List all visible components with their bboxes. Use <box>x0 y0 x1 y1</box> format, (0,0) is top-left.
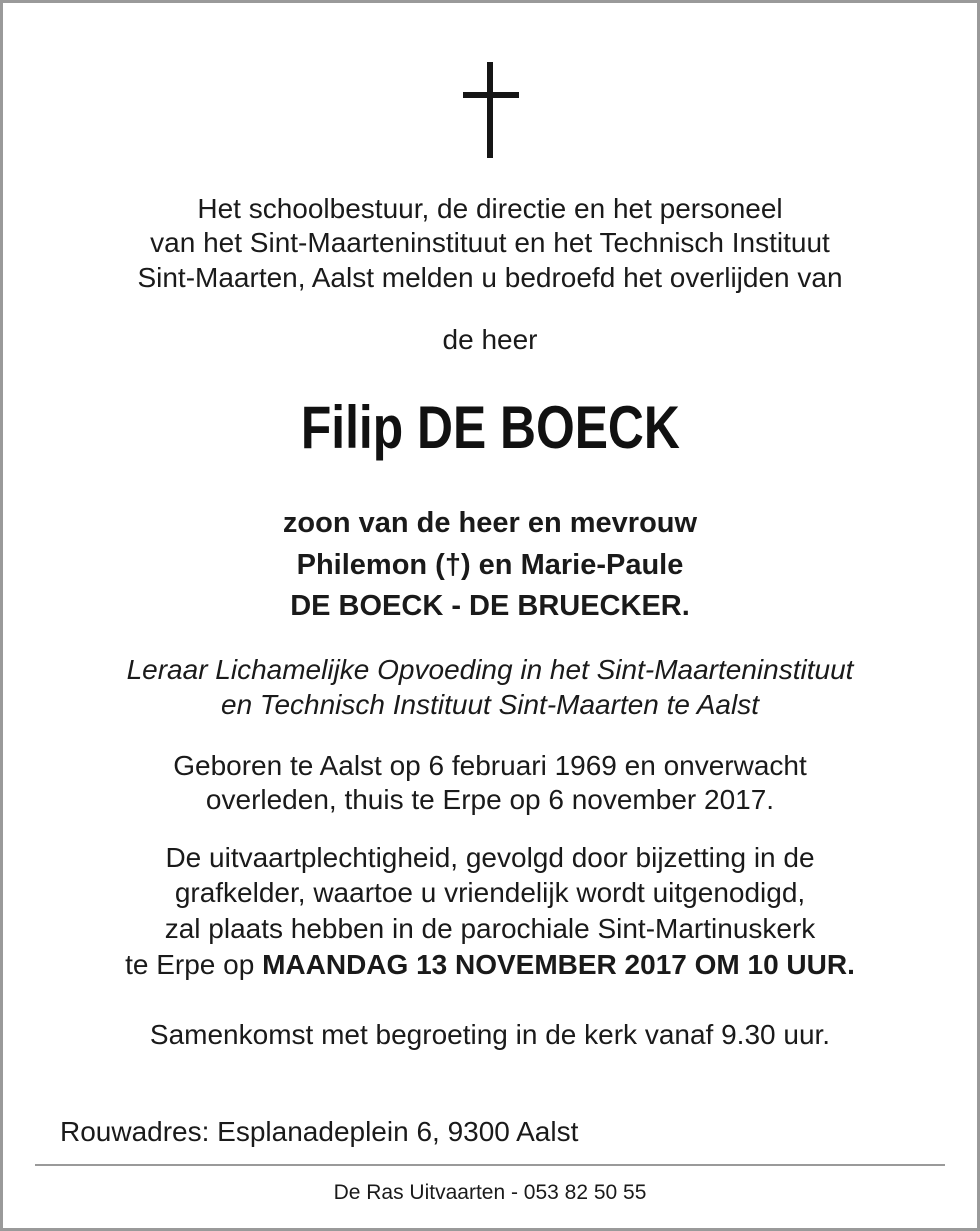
intro-line: Het schoolbestuur, de directie en het personeel <box>197 193 783 224</box>
parents-line: Philemon (†) en Marie-Paule <box>296 549 684 581</box>
funeral-date-line <box>0 947 980 983</box>
title-prefix: de heer <box>442 324 538 355</box>
gathering-info: Samenkomst met begroeting in de kerk vanaf 9.30 uur. <box>149 1019 831 1050</box>
funeral-home-footer: De Ras Uitvaarten - 053 82 50 55 <box>333 1181 647 1204</box>
funeral-line: zal plaats hebben in de parochiale Sint-Martinuskerk <box>164 913 816 944</box>
parents-line: zoon van de heer en mevrouw <box>282 507 698 539</box>
intro-line: Sint-Maarten, Aalst melden u bedroefd het overlijden van <box>137 262 843 293</box>
parents-line: DE BOECK - DE BRUECKER. <box>290 590 690 622</box>
birth-death-line: overleden, thuis te Erpe op 6 november 2017. <box>205 784 775 815</box>
intro-line: van het Sint-Maarteninstituut en het Technisch Instituut <box>150 227 830 258</box>
profession-line: en Technisch Instituut Sint-Maarten te Aalst <box>221 689 759 720</box>
funeral-line: De uitvaartplechtigheid, gevolgd door bijzetting in de <box>165 842 815 873</box>
mourning-address: Rouwadres: Esplanadeplein 6, 9300 Aalst <box>60 1116 579 1147</box>
deceased-name <box>0 392 980 464</box>
funeral-date-prefix: te Erpe op <box>125 949 263 980</box>
funeral-date: MAANDAG 13 NOVEMBER 2017 OM 10 UUR. <box>262 949 855 980</box>
deceased-name-text: Filip DE BOECK <box>300 394 680 461</box>
divider <box>35 1164 945 1166</box>
profession-line: Leraar Lichamelijke Opvoeding in het Sint-Maarteninstituut <box>126 654 854 685</box>
birth-death-line: Geboren te Aalst op 6 februari 1969 en onverwacht <box>173 750 807 781</box>
funeral-line: grafkelder, waartoe u vriendelijk wordt uitgenodigd, <box>174 877 806 908</box>
